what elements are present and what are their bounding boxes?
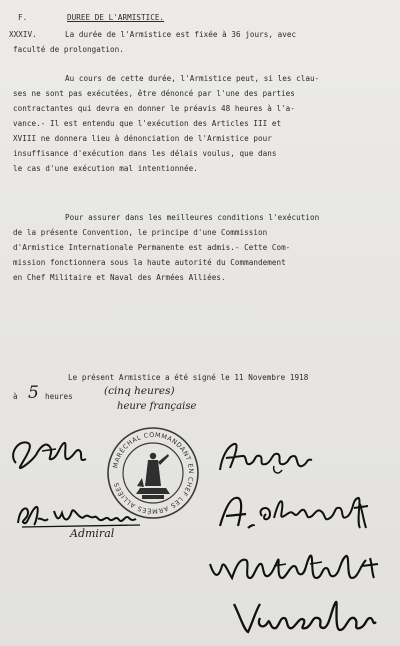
signature-admiral-handwritten: Admiral	[70, 527, 115, 540]
paragraph-3-line-5: en Chef Militaire et Naval des Armées Alliées.	[13, 273, 226, 282]
article-number: XXXIV.	[9, 30, 37, 39]
paragraph-2-line-6: insuffisance d'exécution dans les délais voulus, que dans	[13, 149, 277, 158]
paragraph-3-line-1: Pour assurer dans les meilleures conditions l'exécution	[65, 213, 320, 222]
seal-inscription: MARÉCHAL COMMANDANT EN CHEF LES ARMÉES ALLIÉES	[111, 430, 196, 516]
signing-note-handwritten: (cinq heures)	[104, 385, 175, 397]
section-title: DUREE DE L'ARMISTICE.	[67, 13, 165, 22]
signing-prefix: à	[13, 392, 18, 401]
signature-vanselow	[230, 596, 380, 640]
signature-winterfeldt	[206, 548, 386, 588]
paragraph-3-line-4: mission fonctionnera sous la haute autorité du Commandement	[13, 258, 286, 267]
paragraph-3-line-2: de la présente Convention, le principe d'une Commission	[13, 228, 268, 237]
paragraph-3-line-3: d'Armistice Internationale Permanente est admis.- Cette Com-	[13, 243, 291, 252]
signature-oberndorff	[214, 488, 374, 536]
signature-foch	[6, 433, 96, 473]
paragraph-2-line-7: le cas d'une exécution mal intentionnée.	[13, 164, 198, 173]
article-line-2: faculté de prolongation.	[13, 45, 124, 54]
signing-hour-handwritten: 5	[28, 383, 39, 403]
signing-note-handwritten-2: heure française	[117, 401, 197, 412]
paragraph-2-line-3: contractantes qui devra en donner le préavis 48 heures à l'a-	[13, 104, 295, 113]
signature-wemyss	[14, 497, 149, 531]
signature-erzberger	[214, 438, 324, 478]
article-line-1: La durée de l'Armistice est fixée à 36 jours, avec	[65, 30, 297, 39]
paragraph-2-line-1: Au cours de cette durée, l'Armistice peut, si les clau-	[65, 74, 320, 83]
paragraph-2-line-2: ses ne sont pas exécutées, être dénoncé par l'une des parties	[13, 89, 295, 98]
section-letter: F.	[18, 13, 28, 22]
signing-suffix: heures	[45, 392, 73, 401]
signing-line: Le présent Armistice a été signé le 11 Novembre 1918	[68, 373, 309, 382]
paragraph-2-line-5: XVIII ne donnera lieu à dénonciation de l'Armistice pour	[13, 134, 272, 143]
paragraph-2-line-4: vance.- Il est entendu que l'exécution des Articles III et	[13, 119, 282, 128]
